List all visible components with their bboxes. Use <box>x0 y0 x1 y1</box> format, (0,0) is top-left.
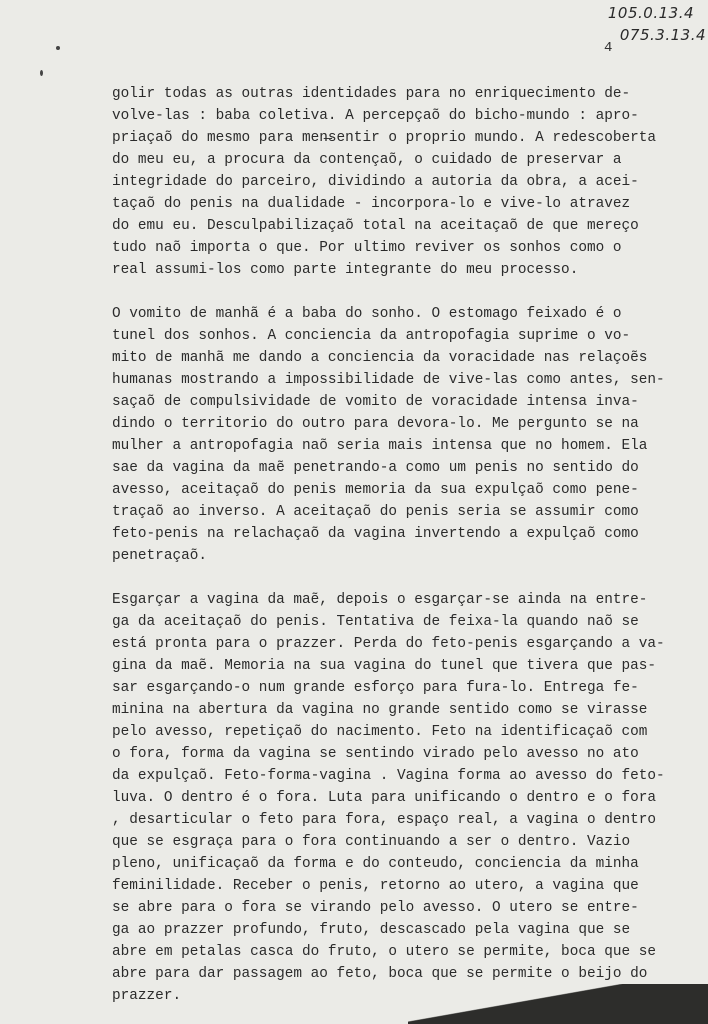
text-line: abre em petalas casca do fruto, o utero se permite, boca que se <box>112 944 657 960</box>
text-line: avesso, aceitaçaõ do penis memoria da sua expulçaõ como pene- <box>112 482 639 498</box>
text-line: golir todas as outras identidades para no enriquecimento de- <box>112 86 631 102</box>
paragraph-3 <box>112 589 682 1007</box>
body-text <box>112 83 682 1007</box>
text-line: prazzer. <box>112 988 182 1004</box>
text-line: mulher a antropofagia naõ seria mais intensa que no homem. Ela <box>112 438 648 454</box>
text-line: priaçaõ do mesmo para men̶sentir o proprio mundo. A redescoberta <box>112 130 657 146</box>
text-line: humanas mostrando a impossibilidade de vive-las como antes, sen- <box>112 372 665 388</box>
text-line: pelo avesso, repetiçaõ do nacimento. Feto na identificaçaõ com <box>112 724 648 740</box>
text-line: gina da maẽ. Memoria na sua vagina do tunel que tivera que pas- <box>112 658 657 674</box>
text-line: tunel dos sonhos. A conciencia da antropofagia suprime o vo- <box>112 328 631 344</box>
paragraph-2 <box>112 303 682 567</box>
scan-shadow <box>408 984 708 1024</box>
text-line: abre para dar passagem ao feto, boca que se permite o beijo do <box>112 966 648 982</box>
text-line: Esgarçar a vagina da maẽ, depois o esgarçar-se ainda na entre- <box>112 592 648 608</box>
text-line: se abre para o fora se virando pelo avesso. O utero se entre- <box>112 900 639 916</box>
text-line: , desarticular o feto para fora, espaço real, a vagina o dentro <box>112 812 657 828</box>
paragraph-1 <box>112 83 682 281</box>
text-line: do meu eu, a procura da contençaõ, o cuidado de preservar a <box>112 152 622 168</box>
text-line: O vomito de manhã é a baba do sonho. O estomago feixado é o <box>112 306 622 322</box>
text-line: volve-las : baba coletiva. A percepçaõ do bicho-mundo : apro- <box>112 108 639 124</box>
text-line: taçaõ do penis na dualidade - incorpora-lo e vive-lo atravez <box>112 196 631 212</box>
text-line: real assumi-los como parte integrante do meu processo. <box>112 262 579 278</box>
text-line: integridade do parceiro, dividindo a autoria da obra, a acei- <box>112 174 639 190</box>
text-line: tudo naõ importa o que. Por ultimo reviver os sonhos como o <box>112 240 622 256</box>
text-line: luva. O dentro é o fora. Luta para unificando o dentro e o fora <box>112 790 657 806</box>
ink-mark <box>40 70 43 76</box>
text-line: feminilidade. Receber o penis, retorno ao utero, a vagina que <box>112 878 639 894</box>
text-line: ga ao prazzer profundo, fruto, descascado pela vagina que se <box>112 922 631 938</box>
text-line: do emu eu. Desculpabilizaçaõ total na aceitaçaõ de que mereço <box>112 218 639 234</box>
text-line: traçaõ ao inverso. A aceitaçaõ do penis seria se assumir como <box>112 504 639 520</box>
text-line: penetraçaõ. <box>112 548 207 564</box>
archive-code-secondary: 075.3.13.4 <box>619 26 706 44</box>
text-line: sar esgarçando-o num grande esforço para fura-lo. Entrega fe- <box>112 680 639 696</box>
text-line: saçaõ de compulsividade de vomito de voracidade intensa inva- <box>112 394 639 410</box>
text-line: que se esgraça para o fora continuando a ser o dentro. Vazio <box>112 834 631 850</box>
text-line: o fora, forma da vagina se sentindo virado pelo avesso no ato <box>112 746 639 762</box>
text-line: está pronta para o prazzer. Perda do feto-penis esgarçando a va- <box>112 636 665 652</box>
page-number: 4 <box>604 40 613 56</box>
text-line: feto-penis na relachaçaõ da vagina invertendo a expulçaõ como <box>112 526 639 542</box>
text-line: sae da vagina da maẽ penetrando-a como um penis no sentido do <box>112 460 639 476</box>
archive-code-primary: 105.0.13.4 <box>607 4 694 22</box>
text-line: dindo o territorio do outro para devora-lo. Me pergunto se na <box>112 416 639 432</box>
text-line: minina na abertura da vagina no grande sentido como se virasse <box>112 702 648 718</box>
text-line: da expulçaõ. Feto-forma-vagina . Vagina forma ao avesso do feto- <box>112 768 665 784</box>
text-line: mito de manhã me dando a conciencia da voracidade nas relaçoẽs <box>112 350 648 366</box>
text-line: ga da aceitaçaõ do penis. Tentativa de feixa-la quando naõ se <box>112 614 639 630</box>
punch-mark <box>56 46 60 50</box>
text-line: pleno, unificaçaõ da forma e do conteudo, conciencia da minha <box>112 856 639 872</box>
